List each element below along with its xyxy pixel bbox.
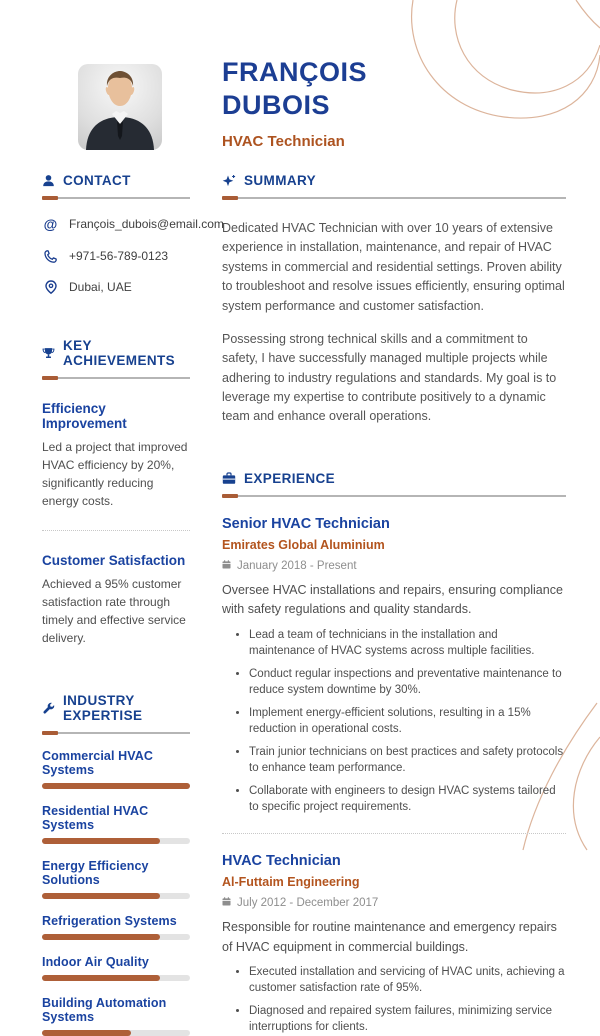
contact-location-value: Dubai, UAE xyxy=(69,280,132,294)
dotted-separator xyxy=(42,530,190,531)
expertise-section-header xyxy=(42,693,190,723)
wrench-icon xyxy=(42,702,55,715)
location-pin-icon xyxy=(42,280,59,294)
skill-label: Residential HVAC Systems xyxy=(42,804,149,832)
skill-item xyxy=(42,996,190,1036)
expertise-section-title: INDUSTRY EXPERTISE xyxy=(63,693,143,723)
phone-icon xyxy=(42,250,59,263)
person-icon xyxy=(42,174,55,187)
job-date-row xyxy=(222,897,566,909)
first-name: FRANÇOIS xyxy=(222,57,367,87)
skill-label: Commercial HVAC Systems xyxy=(42,749,154,777)
skill-item xyxy=(42,955,190,981)
skill-item xyxy=(42,859,190,899)
job-bullet: • Diagnosed and repaired system failures, minimizing service interruptions for clients. xyxy=(249,1003,566,1035)
job-bullet: • Executed installation and servicing of HVAC units, achieving a customer satisfaction rate of 95%. xyxy=(249,964,566,996)
header-name-block xyxy=(222,56,367,150)
summary-paragraph: Dedicated HVAC Technician with over 10 years of extensive experience in installation, maintenance, and repair of HVAC systems in commercial and residential settings. Proven ability to troubleshoot and resolve issues efficiently, ensuring optimal system performance and customer satisfaction. xyxy=(222,221,565,313)
sparkle-icon xyxy=(222,174,236,188)
skill-progress-fill xyxy=(42,1030,131,1036)
skill-progress-fill xyxy=(42,934,160,940)
skill-label: Indoor Air Quality xyxy=(42,955,149,969)
achievement-item xyxy=(42,401,190,510)
decorative-curves-top-right xyxy=(400,0,600,150)
left-column xyxy=(42,173,224,1036)
achievement-heading: Customer Satisfaction xyxy=(42,553,186,568)
job-company: Emirates Global Aluminium xyxy=(222,537,385,552)
skill-progress-track xyxy=(42,893,190,899)
calendar-icon xyxy=(222,897,231,909)
contact-phone-row[interactable] xyxy=(42,249,190,263)
section-rule xyxy=(222,495,566,497)
job-title: HVAC Technician xyxy=(222,853,341,870)
calendar-icon xyxy=(222,560,231,572)
last-name: DUBOIS xyxy=(222,89,331,120)
contact-phone-value: +971-56-789-0123 xyxy=(69,249,169,263)
at-icon: @ xyxy=(43,216,58,232)
dotted-separator xyxy=(222,833,566,834)
skill-label: Building Automation Systems xyxy=(42,996,167,1024)
profile-photo-illustration xyxy=(78,64,162,150)
briefcase-icon xyxy=(222,472,236,485)
skill-progress-track xyxy=(42,783,190,789)
achievements-section-title: KEY ACHIEVEMENTS xyxy=(63,338,176,368)
experience-section-header xyxy=(222,471,566,486)
experience-section-title: EXPERIENCE xyxy=(244,470,336,486)
job-description: Oversee HVAC installations and repairs, ensuring compliance with safety regulations and quality standards. xyxy=(222,582,563,617)
summary-paragraph: Possessing strong technical skills and a commitment to safety, I have successfully managed multiple projects while adhering to industry regulations and standards. My goal is to leverage my expertise to contribute positively to a dynamic team and enhance overall operations. xyxy=(222,331,557,424)
job-bullet-list xyxy=(222,627,566,816)
job-bullet: • Conduct regular inspections and preventative maintenance to reduce system downtime by 30%. xyxy=(249,666,566,698)
profile-photo xyxy=(78,64,162,150)
summary-section-header xyxy=(222,173,566,188)
skill-progress-fill xyxy=(42,838,160,844)
right-column xyxy=(222,173,566,1036)
job-company: Al-Futtaim Engineering xyxy=(222,875,360,890)
skill-progress-track xyxy=(42,838,190,844)
contact-email-row[interactable] xyxy=(42,216,224,232)
skill-progress-fill xyxy=(42,975,160,981)
job-bullet: • Lead a team of technicians in the installation and maintenance of HVAC systems across multiple facilities. xyxy=(249,627,566,659)
section-rule xyxy=(222,197,566,199)
achievements-section-header xyxy=(42,338,190,368)
contact-email-value: François_dubois@email.com xyxy=(69,217,224,231)
trophy-icon xyxy=(42,347,55,360)
experience-entry xyxy=(222,853,566,1035)
skill-progress-track xyxy=(42,975,190,981)
skill-item xyxy=(42,804,190,844)
job-description: Responsible for routine maintenance and emergency repairs of HVAC equipment in commercial buildings. xyxy=(222,920,557,954)
skill-progress-fill xyxy=(42,783,190,789)
skill-label: Energy Efficiency Solutions xyxy=(42,859,149,887)
skill-progress-fill xyxy=(42,893,160,899)
skill-item xyxy=(42,749,190,789)
skill-item xyxy=(42,914,190,940)
contact-location-row[interactable] xyxy=(42,280,190,294)
skill-label: Refrigeration Systems xyxy=(42,914,177,928)
summary-section-title: SUMMARY xyxy=(244,173,317,188)
job-bullet-list xyxy=(222,964,566,1035)
job-dates: January 2018 - Present xyxy=(237,559,357,572)
achievement-text: Achieved a 95% customer satisfaction rate through timely and effective service delivery. xyxy=(42,577,186,645)
role-title: HVAC Technician xyxy=(222,132,345,150)
skill-progress-track xyxy=(42,1030,190,1036)
job-bullet: • Collaborate with engineers to design HVAC systems tailored to specific project requirements. xyxy=(249,783,566,815)
achievement-text: Led a project that improved HVAC efficiency by 20%, significantly reducing energy costs. xyxy=(42,440,188,508)
contact-section-header xyxy=(42,173,190,188)
skill-progress-track xyxy=(42,934,190,940)
section-rule xyxy=(42,197,190,199)
job-bullet: • Train junior technicians on best practices and safety protocols to enhance team performance. xyxy=(249,744,566,776)
section-rule xyxy=(42,732,190,734)
achievement-item xyxy=(42,553,190,647)
job-bullet: • Implement energy-efficient solutions, resulting in a 15% reduction in operational costs. xyxy=(249,705,566,737)
job-title: Senior HVAC Technician xyxy=(222,515,390,532)
section-rule xyxy=(42,377,190,379)
experience-entry xyxy=(222,516,566,816)
contact-section-title: CONTACT xyxy=(63,173,131,188)
job-date-row xyxy=(222,560,566,572)
job-dates: July 2012 - December 2017 xyxy=(237,897,379,910)
achievement-heading: Efficiency Improvement xyxy=(42,401,127,431)
